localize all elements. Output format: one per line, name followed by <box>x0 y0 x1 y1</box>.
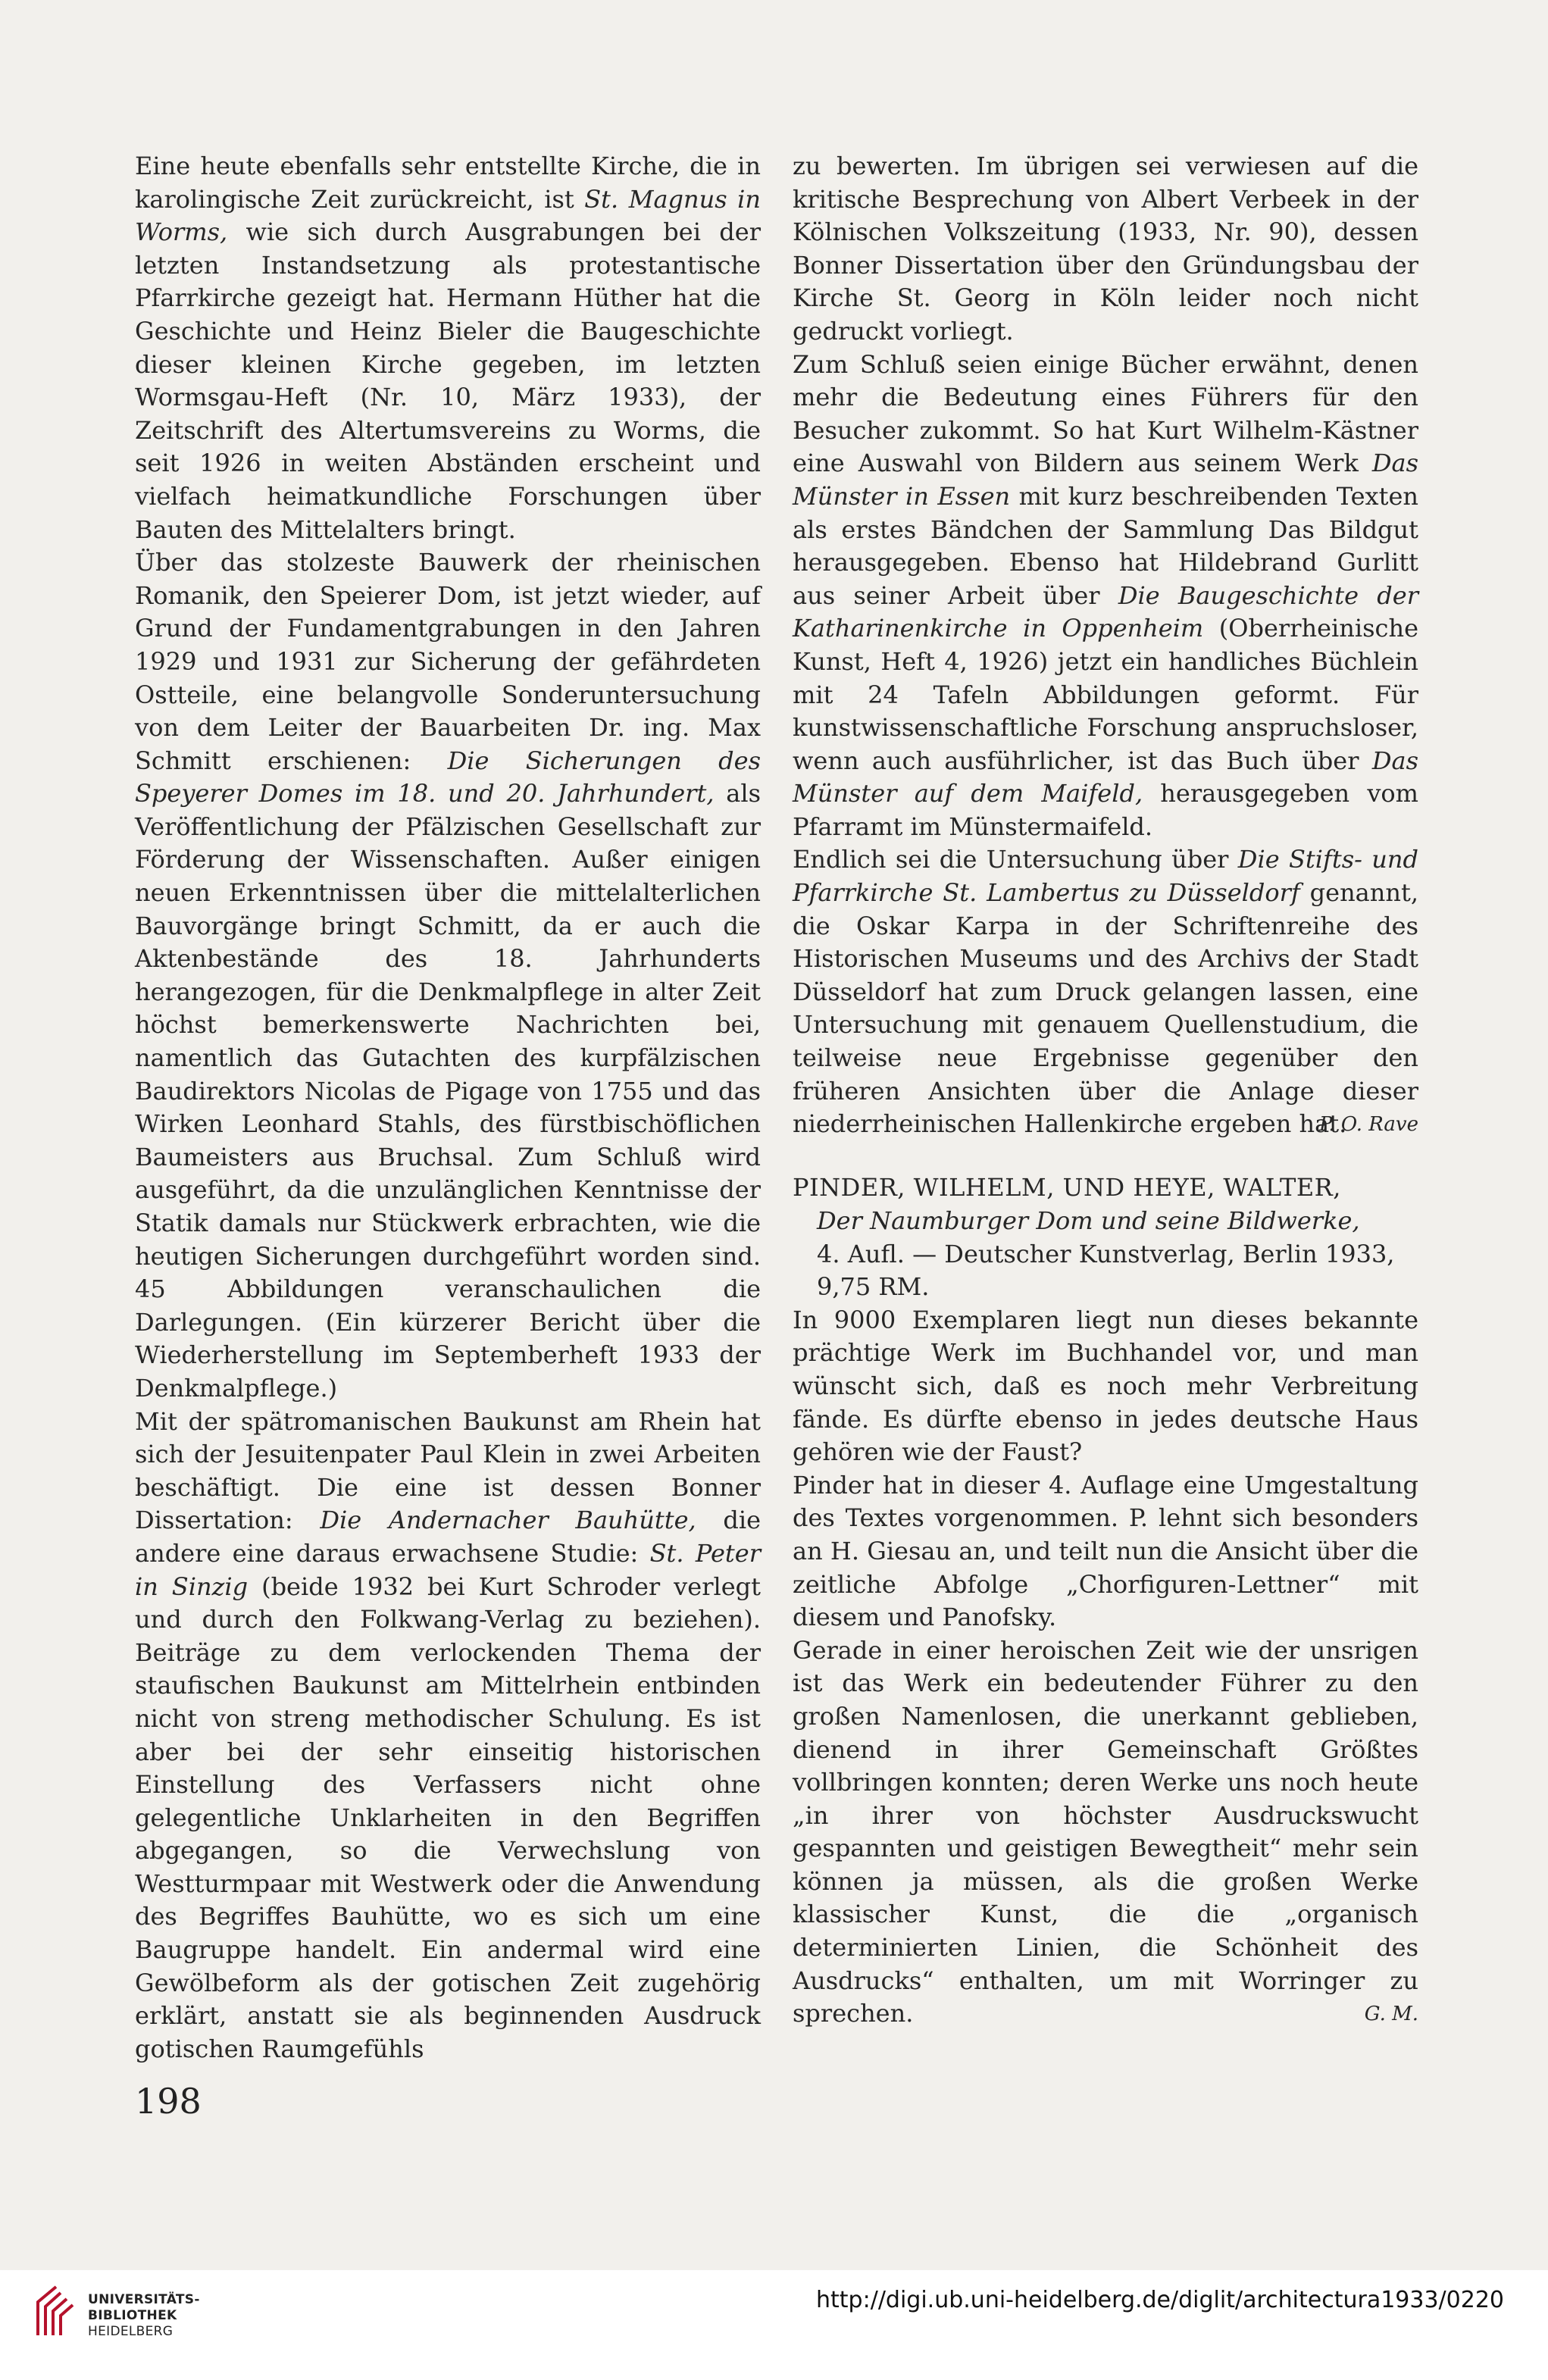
library-logo-icon <box>33 2282 80 2340</box>
book-review-header <box>793 1171 1418 1303</box>
work-title: St. Magnus in Worms, <box>135 184 761 247</box>
library-footer <box>0 2270 1548 2380</box>
right-column <box>793 150 1418 2031</box>
review-paragraph-2: Pinder hat in dieser 4. Auflage eine Umgestaltung des Textes vorgenommen. P. lehnt sich besonders an H. Giesau an, und teilt nun die Ansicht über die zeitliche Abfolge „Chorfiguren-Lettner“ mit diesem und Panofsky. <box>793 1470 1418 1632</box>
author-signature: P. O. Rave <box>1319 1112 1418 1136</box>
paragraph-continuation: zu bewerten. Im übrigen sei verwiesen auf die kritische Besprechung von Albert Verbeek in der Kölnischen Volkszeitung (1933, Nr. 90), dessen Bonner Dissertation über den Gründungsbau der Kirche St. Georg in Köln leider noch nicht gedruckt vorliegt. <box>793 152 1418 346</box>
review-heading: PINDER, WILHELM, UND HEYE, WALTER, <box>793 1173 1341 1203</box>
paragraph-lambertus: Endlich sei die Untersuchung über Die Stifts- und Pfarrkirche St. Lambertus zu Düsseldorf genannt, die Oskar Karpa in der Schriftenreihe des Historischen Museums und des Archivs der Stadt Düsseldorf hat zum Druck gelangen lassen, eine Untersuchung mit genauem Quellenstudium, die teilweise neue Ergebnisse gegenüber den früheren Ansichten über die Anlage dieser niederrheinischen Hallenkirche ergeben hat. <box>793 845 1419 1139</box>
work-title: St. Peter in Sinzig <box>135 1538 761 1601</box>
page-number: 198 <box>135 2081 202 2122</box>
review-price: 9,75 RM. <box>817 1272 930 1302</box>
paragraph-fuehrer-buecher: Zum Schluß seien einige Bücher erwähnt, denen mehr die Bedeutung eines Führers für den Besucher zukommt. So hat Kurt Wilhelm-Kästner eine Auswahl von Bildern aus seinem Werk Das Münster in Essen mit kurz beschreibenden Texten als erstes Bändchen der Sammlung Das Bildgut herausgegeben. Ebenso hat Hildebrand Gurlitt aus seiner Arbeit über Die Baugeschichte der Katharinenkirche in Oppenheim (Oberrheinische Kunst, Heft 4, 1926) jetzt ein handliches Büchlein mit 24 Tafeln Abbildungen geformt. Für kunstwissenschaftliche Forschung anspruchsloser, wenn auch ausführlicher, ist das Buch über Das Münster auf dem Maifeld, herausgegeben vom Pfarramt im Münstermaifeld. <box>793 349 1419 841</box>
work-title: Das Münster auf dem Maifeld, <box>793 746 1418 808</box>
review-paragraph-3: Gerade in einer heroischen Zeit wie der unsrigen ist das Werk ein bedeutender Führer zu den großen Namenlosen, die unerkannt geblieben, dienend in ihrer Gemeinschaft Größtes vollbringen konnten; deren Werke uns noch heute „in ihrer von höchster Ausdruckswucht gespannten und geistigen Bewegtheit“ mehr sein können ja müssen, als die großen Werke klassischer Kunst, die die „organisch determinierten Linien, die Schönheit des Ausdrucks“ enthalten, um mit Worringer zu sprechen. <box>793 1635 1418 2028</box>
paragraph-spaetromanik: Mit der spätromanischen Baukunst am Rhein hat sich der Jesuitenpater Paul Klein in zwei Arbeiten beschäftigt. Die eine ist dessen Bonner Dissertation: Die Andernacher Bauhütte, die andere eine daraus erwachsene Studie: St. Peter in Sinzig (beide 1932 bei Kurt Schroder verlegt und durch den Folkwang-Verlag zu beziehen). Beiträge zu dem verlockenden Thema der staufischen Baukunst am Mittelrhein entbinden nicht von streng methodischer Schulung. Es ist aber bei der sehr einseitig historischen Einstellung des Verfassers nicht ohne gelegentliche Unklarheiten in den Begriffen abgegangen, so die Verwechslung von Westturmpaar mit Westwerk oder die Anwendung des Begriffes Bauhütte, wo es sich um eine Baugruppe handelt. Ein andermal wird eine Gewölbeform als der gotischen Zeit zugehörig erklärt, anstatt sie als beginnenden Ausdruck gotischen Raumgefühls <box>135 1406 761 2063</box>
library-name: UNIVERSITÄTS- BIBLIOTHEK HEIDELBERG <box>88 2292 200 2339</box>
work-title: Die Stifts- und Pfarrkirche St. Lambertus zu Düsseldorf <box>793 845 1419 908</box>
source-url-link[interactable]: http://digi.ub.uni-heidelberg.de/diglit/architectura1933/0220 <box>816 2287 1504 2313</box>
review-edition: 4. Aufl. — Deutscher Kunstverlag, Berlin 1933, <box>817 1239 1395 1268</box>
paragraph-speierer-dom: Über das stolzeste Bauwerk der rheinischen Romanik, den Speierer Dom, ist jetzt wieder, auf Grund der Fundamentgrabungen in den Jahren 1929 und 1931 zur Sicherung der gefährdeten Ostteile, eine belangvolle Sonderuntersuchung von dem Leiter der Bauarbeiten Dr. ing. Max Schmitt erschienen: Die Sicherungen des Speyerer Domes im 18. und 20. Jahrhundert, als Veröffentlichung der Pfälzischen Gesellschaft zur Förderung der Wissenschaften. Außer einigen neuen Erkenntnissen über die mittelalterlichen Bauvorgänge bringt Schmitt, da er auch die Aktenbestände des 18. Jahrhunderts herangezogen, für die Denkmalpflege in alter Zeit höchst bemerkenswerte Nachrichten bei, namentlich das Gutachten des kurpfälzischen Baudirektors Nicolas de Pigage von 1755 und das Wirken Leonhard Stahls, des fürstbischöflichen Baumeisters aus Bruchsal. Zum Schluß wird ausgeführt, da die unzulänglichen Kenntnisse der Statik damals nur Stückwerk erbrachten, wie die heutigen Sicherungen durchgeführt worden sind. 45 Abbildungen veranschaulichen die Darlegungen. (Ein kürzerer Bericht über die Wiederherstellung im Septemberheft 1933 der Denkmalpflege.) <box>135 548 761 1403</box>
work-title: Die Andernacher Bauhütte, <box>320 1506 696 1535</box>
left-column <box>135 150 761 2066</box>
work-title: Die Baugeschichte der Katharinenkirche in Oppenheim <box>793 580 1419 643</box>
review-signature: G. M. <box>1364 2002 1418 2025</box>
review-paragraph-1: In 9000 Exemplaren liegt nun dieses bekannte prächtige Werk im Buchhandel vor, und man wünscht sich, daß es noch mehr Verbreitung fände. Es dürfte ebenso in jedes deutsche Haus gehören wie der Faust? <box>793 1305 1418 1467</box>
work-title: Die Sicherungen des Speyerer Domes im 18. und 20. Jahrhundert, <box>135 746 761 808</box>
work-title: Das Münster in Essen <box>793 449 1418 511</box>
review-book-title: Der Naumburger Dom und seine Bildwerke, <box>817 1206 1360 1235</box>
paragraph-st-magnus: Eine heute ebenfalls sehr entstellte Kirche, die in karolingische Zeit zurückreicht, ist St. Magnus in Worms, wie sich durch Ausgrabungen bei der letzten Instandsetzung als protestantische Pfarrkirche gezeigt hat. Hermann Hüther hat die Geschichte und Heinz Bieler die Baugeschichte dieser kleinen Kirche gegeben, im letzten Wormsgau-Heft (Nr. 10, März 1933), der Zeitschrift des Altertumsvereins zu Worms, die seit 1926 in weiten Abständen erscheint und vielfach heimatkundliche Forschungen über Bauten des Mittelalters bringt. <box>135 152 761 544</box>
